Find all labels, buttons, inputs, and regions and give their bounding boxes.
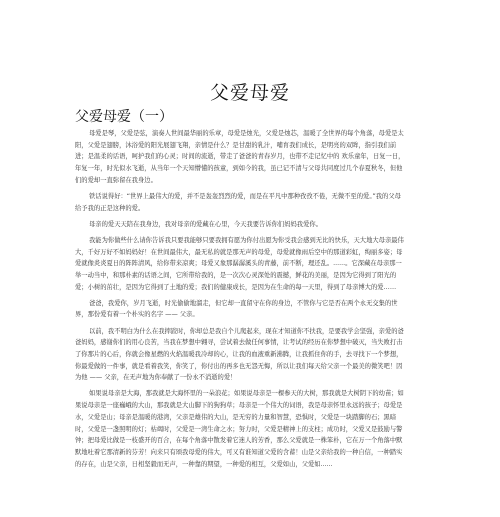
- paragraph: 如果说母亲是大海，那我就是大海怀里的一朵浪花；如果说母亲是一棵参天的大树，那我就是大树阴下的幼苗；如果说母亲是一座巍峨的大山，那我就是大山脚下的狗狗草；母亲是一个伟大的词语，我是母亲怀里永远的孩子；母爱是水，父爱是山；母亲是温暖的港湾，父亲是雄伟的大山，是无穷的力量和智慧，恐惧时，父爱是一块踏脚的石；黑暗时，父爱是一盏照明的灯；枯竭时，父爱是一湾生命之水；努力时，父爱是精神上的支柱；成功时，父爱又是鼓励与警钟；把母爱比做是一枝盛开的百合，在每个角落中散发着它迷人的芳香，那么父爱就是一株笨朴，它在万一个角落中默默地吐着它那清新的芬芳！向来只有颂我母爱的伟大，可又有谁知道父爱的含蓄！山是父亲给我的一种自信，一种踏实的存在，山是父亲，日相坚毅而无声，一种靠的期望，一种爱的相互，父爱如山，父爱如......: [75, 390, 404, 468]
- paragraph: 爸爸，我爱你，岁月飞逝，时光偷偷地溜走，但它却一直留守在你的身边，不管你与它是否在两个永无交集的世界，那份爱有着一个朴实的名字 —— 父亲。: [75, 299, 398, 319]
- paragraph: 我能为你做些什么请你告诉我只要我能够只要我拥有愿为你付出愿为你受我会感到无比的快乐，天大地大母亲最伟大，千好万好不如妈妈好！在世间最伟大，最无私的就是那无声的母爱，母爱就像雨后空中的那道彩虹，绚丽多姿；母爱就像炎炎夏日的阵阵清风，给你带来凉爽；母爱又象那潺潺溪头的青藤，前不断，理还乱。......。它深藏在母亲那一举一动当中，和那朴素的话语之间，它所带给我的，是一次次心灵深处的震撼，鲜花的美丽，是因为它得到了阳光的爱；小树的茁壮，是因为它得到了土地的爱；我们的健康成长，是因为在生命的每一天里，得到了母亲博大的爱……: [75, 236, 404, 291]
- page-title: 父爱母爱: [209, 82, 290, 104]
- paragraph: 以前，我不明白为什么在我摔跤时，你却总是我自个儿爬起来，现在才知道你不扶我，是要我学会坚强，亲爱的爸爸妈妈，感谢你们的用心良苦，当我在梦想中翱寻，尝试着去做任何事情，让考试的经历在你梦想中破灭，当失败打击了你那片的心后，你就会像星燃的火焰温暖我冷却的心，让我的血液重新沸腾，让我抓住你的手，去寻找下一个梦想，你最爱做的一件事，就是看着我笑，你笑了，你付出的再多也无怨无悔，所以让我们每天给父亲一个最美的微笑吧！因为他 —— 父亲，在无声地为你奉献了一份永不消逝的爱！: [75, 327, 404, 382]
- section-subtitle: 父爱母爱（一）: [75, 109, 173, 125]
- paragraph: 母爱是琴，父爱是弦，演奏人世间最华丽的乐章，母爱是烛光，父爱是烛芯，温暖了全世界的每个角落，母爱是太阳，父爱是翅膀，沐浴爱的阳光展翅飞翔，亲情是什么？是甘甜的乳汁，哺育我们成长，是明亮的双眸，指引我们前进；是温柔的话语，呵护我们的心灵；时间的流逝，带走了爸爸的青春岁月，也带不走记忆中的 欢乐童年，日复一日，年复一年，时光似水飞逝，从当年一个天知懵懂的孩童，到如今的我，虽已记不清与父母共同度过几个春夏秋冬，但他们的爱却一直弥留在我身边。: [75, 130, 405, 184]
- paragraph: 母亲的爱天天陪在我身边，我对母亲的爱藏在心里，今天我要告诉你们妈妈我爱你。: [89, 220, 322, 228]
- paragraph: 铁话说得好：“世界上最伟大的爱，并不是轰轰烈烈的爱，而是在平凡中那种孜孜不倦，无微不至的爱。”我的父母给予我的正是这种的爱。: [75, 192, 401, 212]
- article-body: [75, 128, 405, 475]
